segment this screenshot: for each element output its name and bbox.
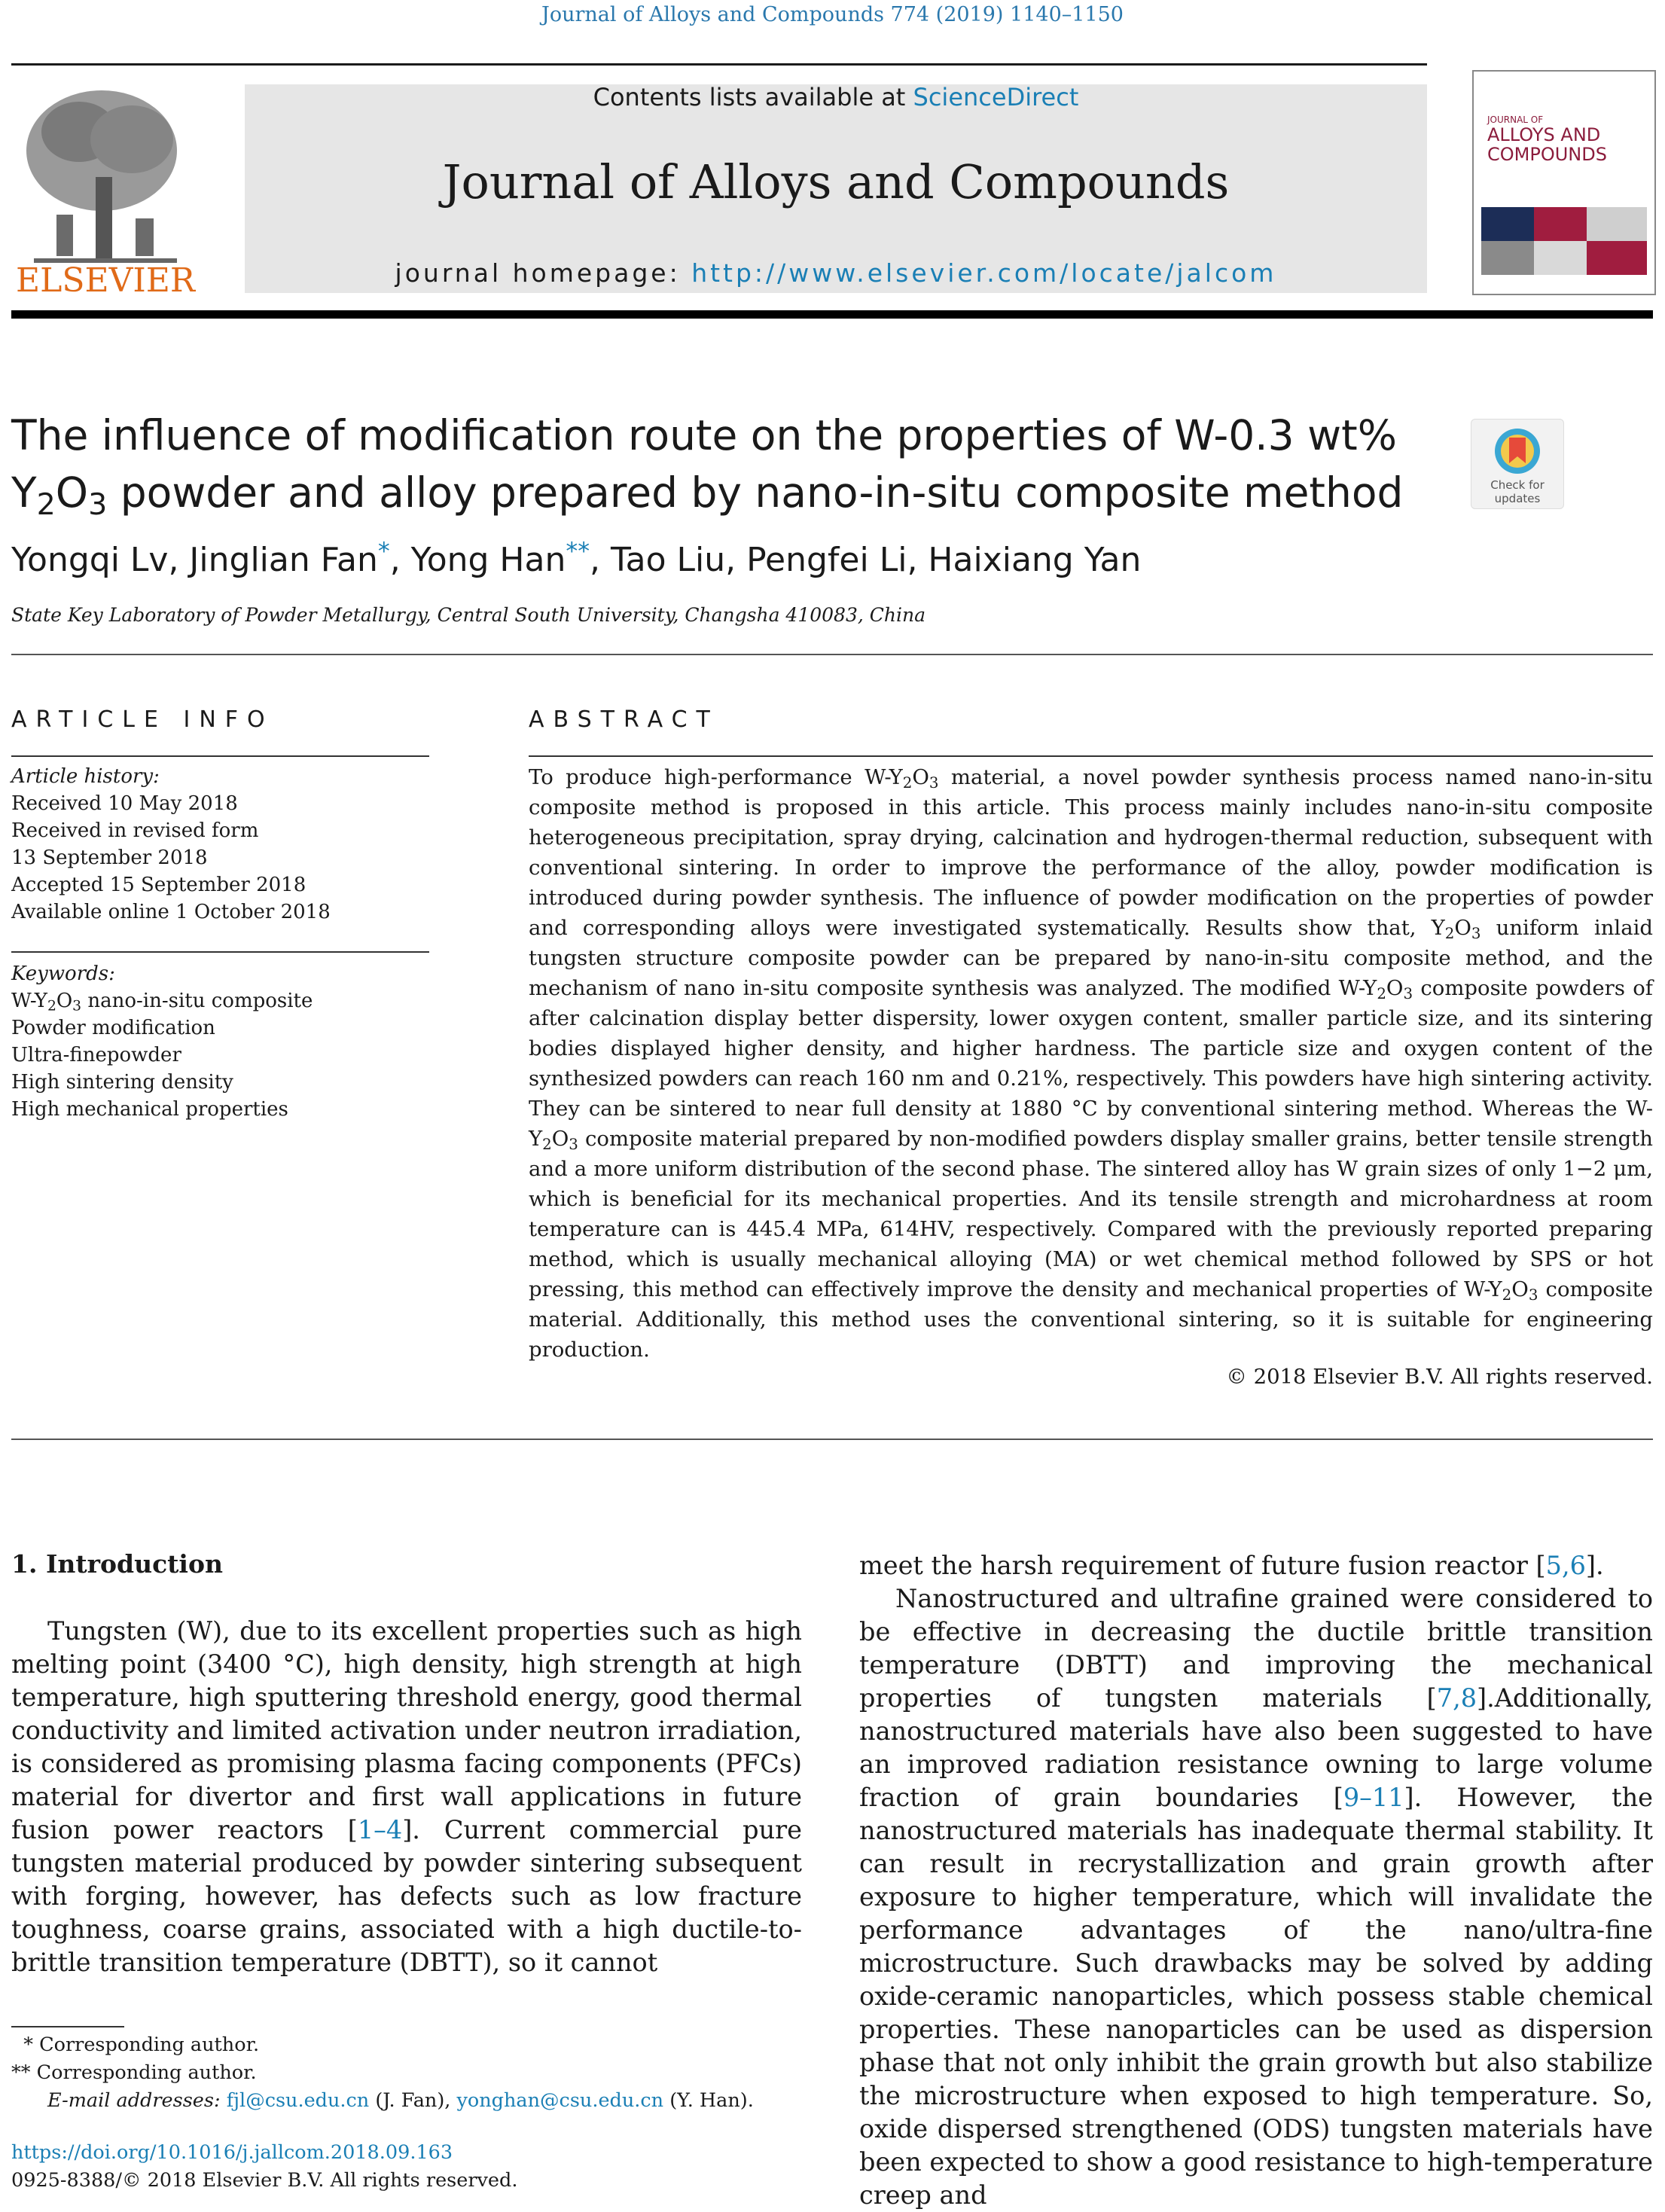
elsevier-logo (11, 79, 200, 297)
article-title: The influence of modification route on the properties of W-0.3 wt% $Y_2O_3$ powder and alloy prepared by nano-in-situ composite method (11, 411, 1404, 522)
check-for-updates-button[interactable] (1471, 419, 1564, 509)
keyword-item: High mechanical properties (11, 1098, 288, 1121)
check-updates-icon (1471, 420, 1563, 508)
keyword-item: $W-Y_2O_3$ nano-in-situ composite (11, 990, 313, 1014)
keywords-rule (11, 951, 429, 953)
abstract-heading: ABSTRACT (529, 706, 719, 733)
author-mark-1[interactable]: * (377, 538, 390, 566)
affiliation: State Key Laboratory of Powder Metallurgy, Central South University, Changsha 410083, China (11, 604, 926, 626)
history-item: Received 10 May 2018 (11, 792, 238, 815)
reference-link[interactable]: 1–4 (357, 1815, 403, 1844)
keyword-item: Ultra-finepowder (11, 1044, 181, 1066)
author-mark-2[interactable]: ** (566, 538, 590, 566)
intro-paragraph-continued: meet the harsh requirement of future fusion reactor [5,6]. (859, 1551, 1604, 1580)
email-link-2[interactable]: yonghan@csu.edu.cn (456, 2089, 664, 2112)
elsevier-wordmark: ELSEVIER (15, 261, 196, 297)
reference-link[interactable]: 7,8 (1436, 1683, 1477, 1713)
intro-paragraph-1: Tungsten (W), due to its excellent properties such as high melting point (3400 °C), high density, high strength at high temperature, high sputtering threshold energy, good thermal conductivity and limited activation under neutron irradiation, is considered as promising plasma facing components (PFCs) material for divertor and first wall applications in future fusion power reactors [1–4]. Current commercial pure tungsten material produced by powder sintering subsequent with forging, however, has defects such as low fracture toughness, coarse grains, associated with a high ductile-to-brittle transition temperature (DBTT), so it cannot (11, 1616, 802, 1977)
svg-text:JOURNAL OF: JOURNAL OF (1487, 114, 1544, 125)
journal-cover[interactable] (1472, 70, 1656, 295)
article-info-heading: ARTICLE INFO (11, 706, 274, 733)
sciencedirect-link[interactable]: ScienceDirect (913, 83, 1079, 111)
email-link-1[interactable]: fjl@csu.edu.cn (226, 2089, 370, 2112)
article-info-rule (11, 755, 429, 757)
history-item: Accepted 15 September 2018 (11, 874, 306, 896)
contents-line: Contents lists available at ScienceDirect (593, 83, 1079, 111)
doi-link[interactable]: https://doi.org/10.1016/j.jallcom.2018.09.163 (11, 2141, 453, 2164)
homepage-link[interactable]: http://www.elsevier.com/locate/jalcom (691, 258, 1277, 288)
header-rule (11, 63, 1427, 66)
svg-text:ALLOYS AND: ALLOYS AND (1487, 124, 1601, 145)
abstract-rule (529, 755, 1653, 757)
introduction-heading: 1. Introduction (11, 1549, 223, 1579)
journal-citation[interactable]: Journal of Alloys and Compounds 774 (2019) 1140–1150 (541, 3, 1124, 26)
history-item: Available online 1 October 2018 (11, 901, 331, 923)
abstract-copyright: © 2018 Elsevier B.V. All rights reserved. (1226, 1365, 1653, 1389)
keywords-label: Keywords: (11, 963, 115, 985)
issn-line: 0925-8388/© 2018 Elsevier B.V. All rights reserved. (11, 2169, 518, 2192)
article-history (11, 763, 433, 926)
header-thick-rule (11, 310, 1653, 319)
keyword-item: High sintering density (11, 1071, 233, 1094)
keywords (11, 960, 433, 1123)
abstract-text: To produce high-performance $W-Y_2O_3$ material, a novel powder synthesis process named nano-in-situ composite method is proposed in this article. This process mainly includes nano-in-situ composite heterogeneous precipitation, spray drying, calcination and hydrogen-thermal reduction, subsequent with conventional sintering. In order to improve the performance of the alloy, powder modification is introduced during powder synthesis. The influence of powder modification on the properties of powder and corresponding alloys were investigated systematically. Results show that, $Y_2O_3$ uniform inlaid tungsten structure composite powder can be prepared by nano-in-situ composite method, and the mechanism of nano in-situ composite synthesis was analyzed. The modified $W-Y_2O_3$ composite powders of after calcination display better dispersity, lower oxygen content, smaller particle size, and its sintering bodies displayed higher density, and higher hardness. The particle size and oxygen content of the synthesized powders can reach 160 nm and 0.21%, respectively. This powders have high sintering activity. They can be sintered to near full density at 1880 °C by conventional sintering method. Whereas the $W-Y_2O_3$ composite material prepared by non-modified powders display smaller grains, better tensile strength and a more uniform distribution of the second phase. The sintered alloy has W grain sizes of only 1−2 μm, which is beneficial for its mechanical properties. And its tensile strength and microhardness at room temperature can is 445.4 MPa, 614HV, respectively. Compared with the previously reported preparing method, which is usually mechanical alloying (MA) or wet chemical method followed by SPS or hot pressing, this method can effectively improve the density and mechanical properties of $W-Y_2O_3$ composite material. Additionally, this method uses the conventional sintering, so it is suitable for engineering production. (529, 765, 1653, 1362)
footnotes (11, 2031, 754, 2115)
title-rule (11, 654, 1653, 655)
reference-link[interactable]: 5,6 (1545, 1551, 1586, 1580)
footnote-rule (11, 2026, 124, 2027)
svg-text:COMPOUNDS: COMPOUNDS (1487, 144, 1607, 165)
footnote-1: * Corresponding author. (23, 2034, 260, 2056)
abstract-bottom-rule (11, 1439, 1653, 1440)
journal-name: Journal of Alloys and Compounds (442, 154, 1230, 209)
history-item: 13 September 2018 (11, 847, 208, 869)
author-list: Yongqi Lv, Jinglian Fan*, Yong Han**, Tao Liu, Pengfei Li, Haixiang Yan (11, 538, 1142, 579)
svg-text:updates: updates (1494, 492, 1541, 505)
history-label: Article history: (11, 765, 160, 788)
intro-paragraph-2: Nanostructured and ultrafine grained were considered to be effective in decreasing the ductile brittle transition temperature (DBTT) and improving the mechanical properties of tungsten materials [7,8].Additionally, nanostructured materials have also been suggested to have an improved radiation resistance owning to large volume fraction of grain boundaries [9–11]. However, the nanostructured materials has inadequate thermal stability. It can result in recrystallization and grain growth after exposure to higher temperature, which will invalidate the performance advantages of the nano/ultra-fine microstructure. Such drawbacks may be solved by adding oxide-ceramic nanoparticles, which possess stable chemical properties. These nanoparticles can be used as dispersion phase that not only inhibit the grain growth but also stabilize the microstructure when exposed to high temperature. So, oxide dispersed strengthened (ODS) tungsten materials have been expected to show a good resistance to high-temperature creep and (859, 1584, 1653, 2210)
reference-link[interactable]: 9–11 (1343, 1783, 1404, 1812)
doi-block (11, 2139, 517, 2195)
homepage-line: journal homepage: http://www.elsevier.com/locate/jalcom (395, 258, 1277, 288)
history-item: Received in revised form (11, 819, 259, 842)
email-addresses: E-mail addresses: fjl@csu.edu.cn (J. Fan), yonghan@csu.edu.cn (Y. Han). (47, 2089, 754, 2112)
journal-cover-art (1474, 72, 1654, 294)
keyword-item: Powder modification (11, 1017, 215, 1039)
footnote-2: ** Corresponding author. (11, 2061, 257, 2084)
svg-text:Check for: Check for (1490, 478, 1545, 492)
